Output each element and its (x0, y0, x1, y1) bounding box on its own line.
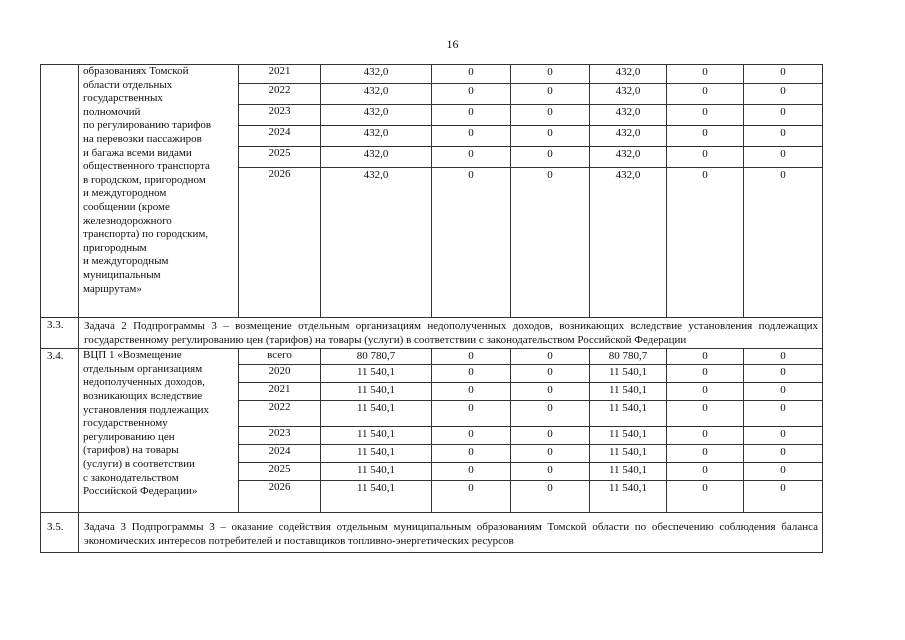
value-cell: 0 (744, 365, 823, 383)
value-cell: 0 (511, 126, 590, 147)
value-cell: 0 (432, 65, 511, 84)
value-cell: 0 (511, 365, 590, 383)
budget-table (40, 64, 823, 553)
year-cell: 2024 (239, 126, 321, 147)
value-cell: 0 (667, 65, 744, 84)
value-cell: 0 (432, 383, 511, 401)
value-cell: 0 (744, 481, 823, 513)
value-cell: 0 (744, 427, 823, 445)
page-number: 16 (446, 37, 459, 51)
value-cell: 0 (432, 401, 511, 427)
task-description: Задача 3 Подпрограммы 3 – оказание содействия отдельным муниципальным образованиям Томской области по обеспечению соблюдения баланса экономических интересов потребителей и поставщиков топливно-энергетических ресурсов (79, 513, 823, 553)
total-cell: 11 540,1 (321, 445, 432, 463)
value-cell: 432,0 (590, 105, 667, 126)
value-cell: 0 (744, 105, 823, 126)
value-cell: 0 (511, 401, 590, 427)
value-cell: 80 780,7 (590, 349, 667, 365)
total-cell: 11 540,1 (321, 481, 432, 513)
value-cell: 0 (667, 349, 744, 365)
value-cell: 0 (667, 147, 744, 168)
year-cell: 2021 (239, 65, 321, 84)
table-row (41, 349, 823, 365)
value-cell: 0 (511, 383, 590, 401)
value-cell: 0 (667, 445, 744, 463)
value-cell: 0 (432, 126, 511, 147)
value-cell: 432,0 (590, 126, 667, 147)
year-cell: 2022 (239, 84, 321, 105)
total-cell: 432,0 (321, 105, 432, 126)
value-cell: 0 (511, 445, 590, 463)
value-cell: 0 (667, 401, 744, 427)
task-description: Задача 2 Подпрограммы 3 – возмещение отдельным организациям недополученных доходов, возникающих вследствие установления подлежащих государственному регулированию цен (тарифов) на товары (услуги) в соответствии с законодательством Российской Федерации (79, 318, 823, 349)
value-cell: 0 (432, 481, 511, 513)
value-cell: 0 (744, 65, 823, 84)
value-cell: 0 (667, 168, 744, 318)
value-cell: 0 (667, 105, 744, 126)
value-cell: 11 540,1 (590, 427, 667, 445)
row-code: 3.5. (41, 513, 79, 553)
value-cell: 0 (667, 427, 744, 445)
value-cell: 0 (511, 84, 590, 105)
value-cell: 0 (744, 84, 823, 105)
total-cell: 432,0 (321, 65, 432, 84)
task-row (41, 318, 823, 349)
value-cell: 11 540,1 (590, 383, 667, 401)
value-cell: 0 (667, 383, 744, 401)
year-cell: 2025 (239, 463, 321, 481)
value-cell: 0 (667, 126, 744, 147)
total-cell: 11 540,1 (321, 365, 432, 383)
value-cell: 11 540,1 (590, 481, 667, 513)
year-cell: 2021 (239, 383, 321, 401)
total-cell: 11 540,1 (321, 463, 432, 481)
value-cell: 0 (511, 168, 590, 318)
year-cell: 2023 (239, 427, 321, 445)
value-cell: 0 (432, 349, 511, 365)
value-cell: 0 (744, 383, 823, 401)
value-cell: 11 540,1 (590, 401, 667, 427)
total-cell: 11 540,1 (321, 401, 432, 427)
value-cell: 0 (744, 168, 823, 318)
value-cell: 11 540,1 (590, 463, 667, 481)
year-cell: 2026 (239, 481, 321, 513)
value-cell: 0 (511, 65, 590, 84)
year-cell: 2023 (239, 105, 321, 126)
value-cell: 11 540,1 (590, 445, 667, 463)
value-cell: 11 540,1 (590, 365, 667, 383)
row-code: 3.3. (41, 318, 79, 349)
value-cell: 0 (432, 463, 511, 481)
year-cell: 2020 (239, 365, 321, 383)
year-cell: 2022 (239, 401, 321, 427)
value-cell: 432,0 (590, 147, 667, 168)
value-cell: 0 (511, 147, 590, 168)
total-cell: 11 540,1 (321, 383, 432, 401)
task-row (41, 513, 823, 553)
total-cell: 11 540,1 (321, 427, 432, 445)
measure-description: образованиях Томской области отдельных государственных полномочий по регулированию тарифов на перевозки пассажиров и багажа всеми видами общественного транспорта в городском, пригородном и междугородном сообщении (кроме железнодорожного транспорта) по городским, пригородным и междугородным муниципальным маршрутам» (79, 65, 239, 318)
value-cell: 432,0 (590, 168, 667, 318)
value-cell: 0 (432, 168, 511, 318)
value-cell: 0 (744, 463, 823, 481)
total-cell: 432,0 (321, 147, 432, 168)
value-cell: 0 (667, 481, 744, 513)
total-cell: 432,0 (321, 168, 432, 318)
year-cell: 2025 (239, 147, 321, 168)
row-code: 3.4. (41, 349, 79, 513)
year-cell: 2026 (239, 168, 321, 318)
value-cell: 0 (667, 84, 744, 105)
value-cell: 0 (744, 126, 823, 147)
value-cell: 0 (511, 481, 590, 513)
value-cell: 0 (744, 349, 823, 365)
measure-description: ВЦП 1 «Возмещение отдельным организациям недополученных доходов, возникающих вследствие установления подлежащих государственному регулированию цен (тарифов) на товары (услуги) в соответствии с законодательством Российской Федерации» (79, 349, 239, 513)
total-cell: 432,0 (321, 126, 432, 147)
value-cell: 0 (432, 427, 511, 445)
value-cell: 0 (511, 349, 590, 365)
total-cell: 80 780,7 (321, 349, 432, 365)
year-cell: 2024 (239, 445, 321, 463)
value-cell: 0 (432, 147, 511, 168)
total-cell: 432,0 (321, 84, 432, 105)
year-cell: всего (239, 349, 321, 365)
value-cell: 0 (744, 401, 823, 427)
value-cell: 0 (432, 365, 511, 383)
value-cell: 0 (511, 427, 590, 445)
value-cell: 432,0 (590, 65, 667, 84)
value-cell: 0 (432, 105, 511, 126)
value-cell: 0 (432, 84, 511, 105)
value-cell: 0 (667, 365, 744, 383)
value-cell: 432,0 (590, 84, 667, 105)
table-row (41, 65, 823, 84)
value-cell: 0 (511, 463, 590, 481)
value-cell: 0 (432, 445, 511, 463)
value-cell: 0 (744, 147, 823, 168)
row-code (41, 65, 79, 318)
value-cell: 0 (511, 105, 590, 126)
value-cell: 0 (667, 463, 744, 481)
value-cell: 0 (744, 445, 823, 463)
